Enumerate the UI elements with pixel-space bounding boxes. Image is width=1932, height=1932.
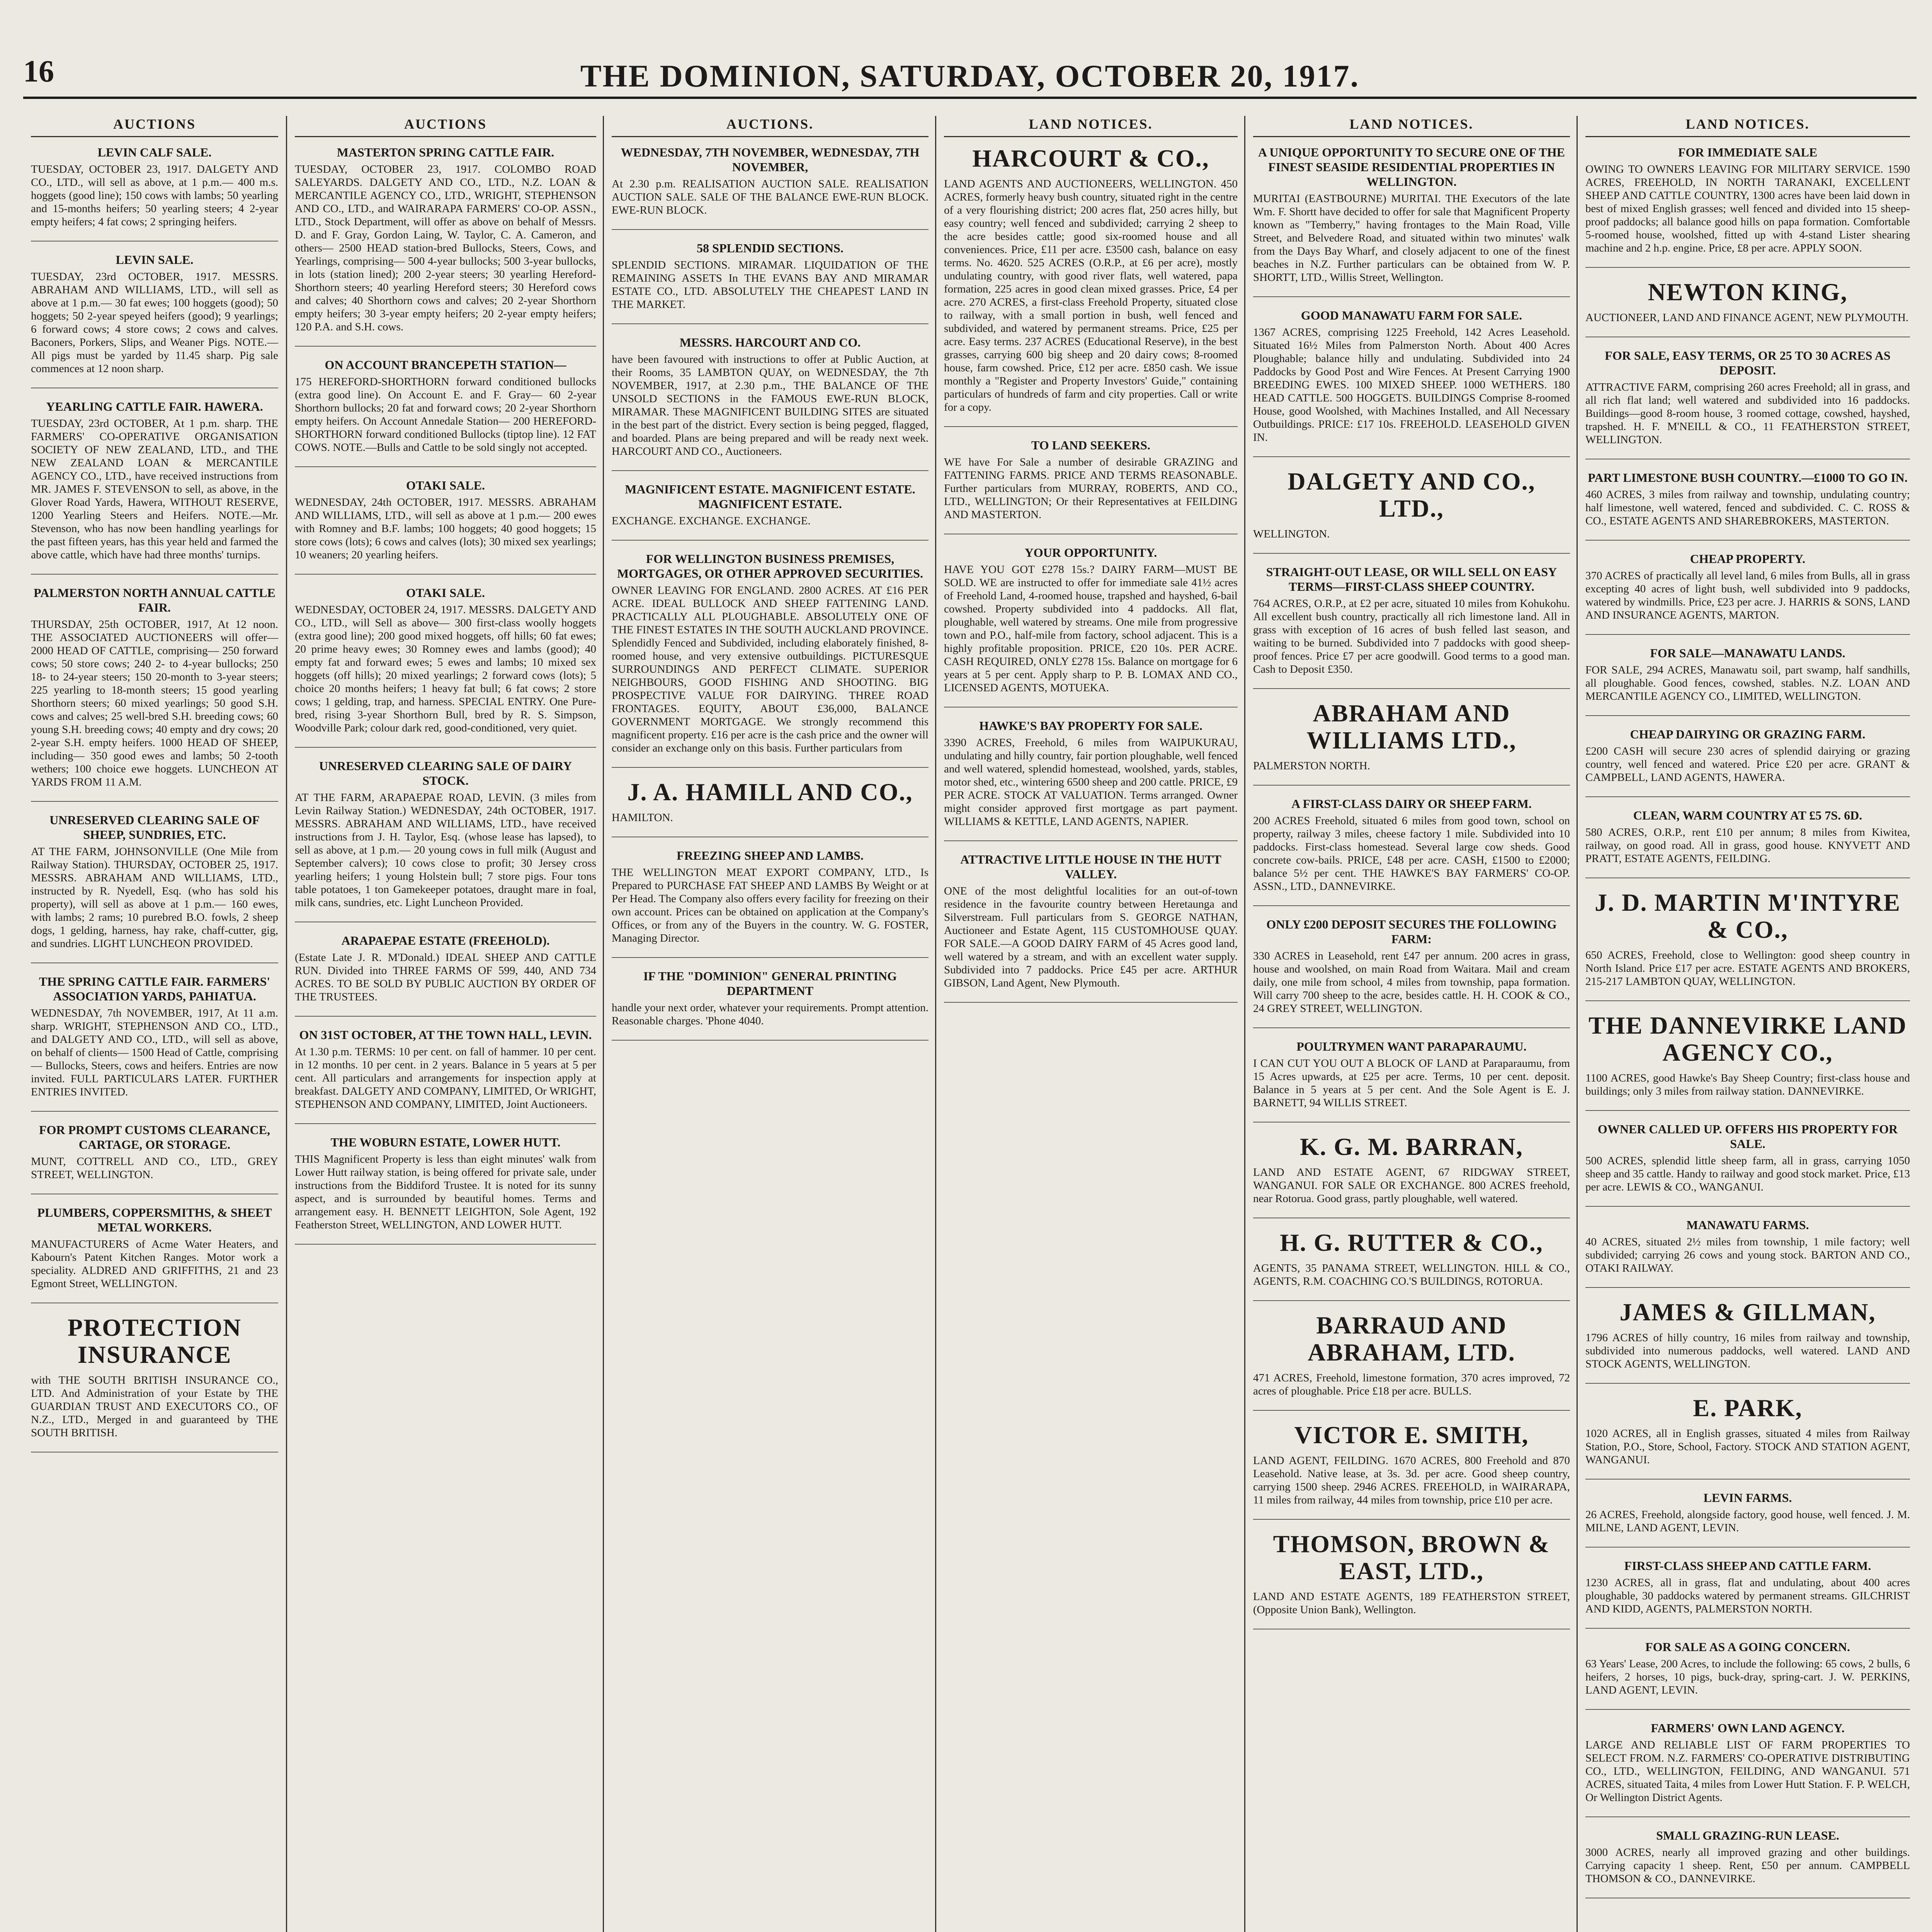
advertisement [1585, 727, 1910, 797]
advertisement [944, 718, 1238, 841]
ad-body: 40 ACRES, situated 2½ miles from township, 1 mile factory; well subdivided; carrying 26 cows and young stock. BARTON AND CO., OTAKI RAILWAY. [1585, 1236, 1910, 1274]
advertisement [295, 1135, 596, 1245]
ad-heading: HARCOURT & CO., [972, 145, 1209, 172]
ad-heading: WEDNESDAY, 7TH NOVEMBER, WEDNESDAY, 7TH NOVEMBER, [621, 145, 920, 174]
ad-heading: CLEAN, WARM COUNTRY AT £5 7S. 6D. [1633, 808, 1862, 822]
ad-body: 1020 ACRES, all in English grasses, situated 4 miles from Railway Station, P.O., Store, School, Factory. STOCK AND STATION AGENT, WANGANUI. [1585, 1427, 1910, 1466]
ad-body: I CAN CUT YOU OUT A BLOCK OF LAND at Paraparaumu, from 15 Acres upwards, at £25 per acre. Terms, 10 per cent. deposit. Balance in 5 years at 5 per cent. And the Sole Agent is E. J. BARNETT, 94 WILLIS STREET. [1253, 1057, 1570, 1109]
ad-body: £200 CASH will secure 230 acres of splendid dairying or grazing country, well fenced and watered. Price £20 per acre. GRANT & CAMPBELL, LAND AGENTS, HAWERA. [1585, 745, 1910, 784]
ad-body: LAND AGENTS AND AUCTIONEERS, WELLINGTON. 450 ACRES, formerly heavy bush country, situated right in the centre of a very flourishing district; 200 acres flat, 250 acres hilly, but easy country; well fenced and subdivided; carrying 2 sheep to the acre besides cattle; good six-roomed house and all conveniences. Price, £11 per acre. £3500 cash, balance on easy terms. No. 4620. 525 ACRES (O.R.P., at £6 per acre), mostly undulating country, with good river flats, well watered, papa formation, 225 acres in good clean mixed grasses. Price, £4 per acre. 270 ACRES, a first-class Freehold Property, situated close to railway, with a small portion in bush, well fenced and subdivided, and watered by permanent streams. Price, £25 per acre. Easy terms. 237 ACRES (Educational Reserve), in the best grasses, carrying 600 big sheep and 20 dairy cows; 8-roomed house, farm cowshed. Price, £12 per acre. £850 cash. We issue monthly a "Register and Property Investors' Guide," containing particulars of hundreds of farm and city properties. Call or write for a copy. [944, 178, 1238, 413]
ad-body: HAMILTON. [612, 811, 673, 824]
column-header: LAND NOTICES. [944, 116, 1238, 137]
ad-body: WEDNESDAY, 7th NOVEMBER, 1917, At 11 a.m. sharp. WRIGHT, STEPHENSON AND CO., LTD., and DALGETY AND CO., LTD., will sell as above, on behalf of clients— 1500 Head of Cattle, comprising— Bullocks, Steers, cows and heifers. Entries are now invited. FULL PARTICULARS LATER. FURTHER ENTRIES INVITED. [31, 1007, 278, 1098]
ad-body: WE have For Sale a number of desirable GRAZING and FATTENING FARMS. PRICE AND TERMS REASONABLE. Further particulars from MURRAY, ROBERTS, AND CO., LTD., WELLINGTON; Or their Representatives at FEILDING AND MASTERTON. [944, 456, 1238, 521]
column-6 [1577, 116, 1918, 1932]
ad-body: ONE of the most delightful localities for an out-of-town residence in the favourite country between Heretaunga and Silverstream. Full particulars from S. GEORGE NATHAN, Auctioneer and Estate Agent, 115 CUSTOMHOUSE QUAY. FOR SALE.—A GOOD DAIRY FARM of 45 Acres good land, well watered by a stream, and with an excellent water supply. Subdivided into 7 paddocks. Price £45 per acre. ARTHUR GIBSON, Land Agent, New Plymouth. [944, 885, 1238, 989]
column-header: AUCTIONS [31, 116, 278, 137]
ad-heading: FOR SALE—MANAWATU LANDS. [1650, 646, 1845, 660]
ad-body: 330 ACRES in Leasehold, rent £47 per annum. 200 acres in grass, house and woolshed, on main Road from Waitara. Mail and cream daily, one mile from school, 4 miles from township, papa formation. Will carry 700 sheep to the acre, besides cattle. H. H. COOK & CO., 24 GREY STREET, WELLINGTON. [1253, 950, 1570, 1015]
advertisement [31, 1122, 278, 1194]
ad-heading: THE DANNEVIRKE LAND AGENCY CO., [1588, 1012, 1907, 1066]
ad-body: ATTRACTIVE FARM, comprising 260 acres Freehold; all in grass, and all rich flat land; well watered and subdivided into 16 paddocks. Buildings—good 8-room house, 3 roomed cottage, cowshed, hayshed, trapshed. H. F. M'NEILL & CO., 11 FEATHERSTON STREET, WELLINGTON. [1585, 381, 1910, 446]
ad-body: MUNT, COTTRELL AND CO., LTD., GREY STREET, WELLINGTON. [31, 1155, 278, 1181]
advertisement [1585, 145, 1910, 268]
ad-heading: OTAKI SALE. [406, 478, 485, 492]
advertisement [295, 145, 596, 347]
advertisement [1585, 1012, 1910, 1111]
column-3 [603, 116, 936, 1932]
ad-heading: A UNIQUE OPPORTUNITY TO SECURE ONE OF THE FINEST SEASIDE RESIDENTIAL PROPERTIES IN WELLINGTON. [1258, 145, 1565, 189]
advertisement [1253, 1422, 1570, 1520]
advertisement [1253, 1531, 1570, 1629]
advertisement [1585, 808, 1910, 878]
ad-heading: J. A. HAMILL AND CO., [627, 778, 913, 806]
advertisement [31, 585, 278, 802]
ad-body: TUESDAY, 23rd OCTOBER, 1917. MESSRS. ABRAHAM AND WILLIAMS, LTD., will sell as above at 1 p.m.— 30 fat ewes; 100 hoggets (good); 50 hoggets; 50 2-year speyed heifers (good); 9 yearlings; 6 forward cows; 4 store cows; 2 cows and calves. Baconers, Porkers, Slips, and Weaner Pigs. NOTE.—All pigs must be yarded by 11.45 sharp. Pig sale commences at 12 noon sharp. [31, 270, 278, 375]
ad-heading: MASTERTON SPRING CATTLE FAIR. [337, 145, 554, 159]
column-2 [286, 116, 604, 1932]
ad-body: THURSDAY, 25th OCTOBER, 1917, At 12 noon. THE ASSOCIATED AUCTIONEERS will offer— 2000 HEAD OF CATTLE, comprising— 250 forward cows; 50 store cows; 240 2- to 4-year bullocks; 250 18- to 24-year steers; 150 20-month to 3-year steers; 225 yearling to 18-month steers; 15 good yearling Shorthorn steers; 60 mixed yearlings; 50 good S.H. cows and calves; 25 well-bred S.H. breeding cows; 60 young S.H. breeding cows; 40 empty and dry cows; 20 2-year S.H. empty heifers. 1000 HEAD OF SHEEP, including— 350 good ewes and lambs; 50 2-tooth wethers; 100 choice ewe hoggets. LUNCHEON AT YARDS FROM 11 A.M. [31, 618, 278, 788]
ad-body: 3390 ACRES, Freehold, 6 miles from WAIPUKURAU, undulating and hilly country, fair portion ploughable, well fenced and well watered, splendid homestead, woolshed, yards, stables, motor shed, etc., wintering 6500 sheep and 200 cattle. PRICE, £9 PER ACRE. STOCK AT VALUATION. Terms arranged. Owner might consider approved first mortgage as part payment. WILLIAMS & KETTLE, LAND AGENTS, NAPIER. [944, 736, 1238, 828]
ad-body: LARGE AND RELIABLE LIST OF FARM PROPERTIES TO SELECT FROM. N.Z. FARMERS' CO-OPERATIVE DISTRIBUTING CO., LTD., WELLINGTON, FEILDING, AND WANGANUI. 571 ACRES, situated Taita, 4 miles from Lower Hutt Station. F. P. WELCH, Or Wellington District Agents. [1585, 1739, 1910, 1804]
advertisement [1253, 796, 1570, 906]
ad-heading: ON 31ST OCTOBER, AT THE TOWN HALL, LEVIN. [299, 1028, 592, 1042]
ad-body: 500 ACRES, splendid little sheep farm, all in grass, carrying 1050 sheep and 35 cattle. Handy to railway and good stock market. Price, £13 per acre. LEWIS & CO., WANGANUI. [1585, 1155, 1910, 1193]
ad-heading: PLUMBERS, COPPERSMITHS, & SHEET METAL WORKERS. [37, 1206, 272, 1234]
advertisement [1585, 1299, 1910, 1384]
advertisement [1253, 1133, 1570, 1218]
ad-heading: DALGETY AND CO., LTD., [1287, 468, 1536, 522]
advertisement [1253, 1229, 1570, 1301]
ad-heading: MANAWATU FARMS. [1686, 1218, 1809, 1232]
advertisement [612, 241, 929, 324]
advertisement [1585, 1721, 1910, 1817]
ad-heading: UNRESERVED CLEARING SALE OF DAIRY STOCK. [319, 759, 572, 787]
advertisement [31, 252, 278, 388]
advertisement [1253, 700, 1570, 786]
ad-body: PALMERSTON NORTH. [1253, 760, 1370, 772]
ad-body: AGENTS, 35 PANAMA STREET, WELLINGTON. HILL & CO., AGENTS, R.M. COACHING CO.'S BUILDINGS, ROTORUA. [1253, 1262, 1570, 1287]
advertisement [295, 759, 596, 922]
ad-heading: BARRAUD AND ABRAHAM, LTD. [1308, 1311, 1515, 1366]
ad-body: (Estate Late J. R. M'Donald.) IDEAL SHEEP AND CATTLE RUN. Divided into THREE FARMS OF 599, 440, AND 734 ACRES. TO BE SOLD BY PUBLIC AUCTION BY ORDER OF THE TRUSTEES. [295, 951, 596, 1003]
advertisement [31, 145, 278, 242]
ad-body: TUESDAY, OCTOBER 23, 1917. COLOMBO ROAD SALEYARDS. DALGETY AND CO., LTD., N.Z. LOAN & MERCANTILE AGENCY CO., LTD., WRIGHT, STEPHENSON AND CO., LTD., and WAIRARAPA FARMERS' CO-OP. ASSN., LTD., Stock Department, will offer as above on behalf of Messrs. D. and F. Gray, Gordon Laing, W. Taylor, C. A. Cameron, and others— 2500 HEAD station-bred Bullocks, Steers, Cows, and Yearlings, comprising— 500 4-year bullocks; 500 3-year bullocks, in lots (station lined); 200 2-year steers; 30 yearling Hereford-Shorthorn steers; 40 yearling Hereford steers; 30 Hereford cows and calves; 40 Shorthorn cows and calves; 20 2-year Shorthorn empty heifers; 30 3-year empty heifers; 20 2-year empty heifers; 120 P.A. and S.H. cows. [295, 163, 596, 333]
ad-body: LAND AND ESTATE AGENT, 67 RIDGWAY STREET, WANGANUI. FOR SALE OR EXCHANGE. 800 ACRES freehold, near Rotorua. Good grass, partly ploughable, well watered. [1253, 1166, 1570, 1205]
ad-body: OWING TO OWNERS LEAVING FOR MILITARY SERVICE. 1590 ACRES, FREEHOLD, IN NORTH TARANAKI, EXCELLENT SHEEP AND CATTLE COUNTRY, 1300 acres have been laid down in best of mixed English grasses; well fenced and divided into 15 sheep-proof paddocks; all balance good hills on papa formation. Comfortable 5-roomed house, woolshed, fitted up with 4-stand Lister shearing machine and 2 h.p. engine. Price, £8 per acre. APPLY SOON. [1585, 163, 1910, 254]
ad-heading: THE SPRING CATTLE FAIR. FARMERS' ASSOCIATION YARDS, PAHIATUA. [39, 975, 270, 1003]
ad-body: OWNER LEAVING FOR ENGLAND. 2800 ACRES. AT £16 PER ACRE. IDEAL BULLOCK AND SHEEP FATTENING LAND. PRACTICALLY ALL PLOUGHABLE. ABSOLUTELY ONE OF THE FINEST ESTATES IN THE SOUTH AUCKLAND PROVINCE. Splendidly Fenced and Subdivided, including elaborately finished, 8-roomed house, and very extensive outbuildings. PICTURESQUE SURROUNDINGS AND PERFECT CLIMATE. SUPERIOR NEIGHBOURS, GOOD FISHING AND SHOOTING. BIG PROSPECTIVE VALUE FOR DAIRYING. THREE ROAD FRONTAGES. EQUITY, ABOUT £36,000, BALANCE GOVERNMENT MORTGAGE. We strongly recommend this magnificent property. £16 per acre is the cash price and the owner will consider an exchange only on this basis. Further particulars from [612, 584, 929, 754]
ad-heading: 58 SPLENDID SECTIONS. [697, 241, 844, 255]
advertisement [1253, 308, 1570, 457]
ad-heading: FOR SALE, EASY TERMS, OR 25 TO 30 ACRES AS DEPOSIT. [1605, 349, 1891, 377]
ad-heading: K. G. M. BARRAN, [1300, 1133, 1523, 1160]
advertisement [612, 969, 929, 1041]
ad-heading: POULTRYMEN WANT PARAPARAUMU. [1296, 1039, 1527, 1053]
masthead [23, 50, 1917, 93]
ad-body: TUESDAY, 23rd OCTOBER, At 1 p.m. sharp. THE FARMERS' CO-OPERATIVE ORGANISATION SOCIETY OF NEW ZEALAND, LTD., and THE NEW ZEALAND LOAN & MERCANTILE AGENCY CO., LTD., have received instructions from MR. JAMES F. STEVENSON to sell, as above, in the Glover Road Yards, Hawera, WITHOUT RESERVE, 1200 Yearling Steers and Heifers. NOTE.—Mr. Stevenson, who has now been handling yearlings for the past fifteen years, has this year held and farmed the above cattle, which have had three months' turnips. [31, 417, 278, 561]
ad-heading: A FIRST-CLASS DAIRY OR SHEEP FARM. [1291, 797, 1532, 811]
ad-body: At 2.30 p.m. REALISATION AUCTION SALE. REALISATION AUCTION SALE. SALE OF THE BALANCE EWE-RUN BLOCK. EWE-RUN BLOCK. [612, 178, 929, 216]
ad-heading: VICTOR E. SMITH, [1294, 1421, 1529, 1449]
advertisement [612, 848, 929, 958]
advertisement [1253, 1039, 1570, 1122]
ad-heading: E. PARK, [1693, 1394, 1803, 1422]
ad-heading: UNRESERVED CLEARING SALE OF SHEEP, SUNDRIES, ETC. [49, 813, 260, 842]
ad-body: 3000 ACRES, nearly all improved grazing and other buildings. Carrying capacity 1 sheep. Rent, £50 per annum. CAMPBELL THOMSON & CO., DANNEVIRKE. [1585, 1846, 1910, 1885]
ad-heading: STRAIGHT-OUT LEASE, OR WILL SELL ON EASY TERMS—FIRST-CLASS SHEEP COUNTRY. [1266, 565, 1557, 594]
advertisement [1253, 468, 1570, 554]
ad-heading: OTAKI SALE. [406, 586, 485, 600]
ad-heading: ABRAHAM AND WILLIAMS LTD., [1306, 699, 1517, 754]
advertisement [1253, 145, 1570, 297]
columns-container [23, 116, 1917, 1932]
advertisement [612, 145, 929, 230]
ad-heading: TO LAND SEEKERS. [1031, 438, 1150, 452]
ad-heading: PART LIMESTONE BUSH COUNTRY.—£1000 TO GO IN. [1588, 471, 1908, 485]
ad-body: WEDNESDAY, 24th OCTOBER, 1917. MESSRS. ABRAHAM AND WILLIAMS, LTD., will sell as above at 1 p.m.— 200 ewes with Romney and B.F. lambs; 100 hoggets; 40 good hoggets; 15 store cows (lots); 6 cows and calves (lots); 30 mixed sex yearlings; 10 weaners; 20 yearling heifers. [295, 496, 596, 561]
ad-heading: IF THE "DOMINION" GENERAL PRINTING DEPARTMENT [643, 969, 897, 998]
ad-body: 175 HEREFORD-SHORTHORN forward conditioned bullocks (extra good line). On Account E. and F. Gray— 60 2-year Shorthorn bullocks; 20 fat and forward cows; 20 2-year Shorthorn empty heifers. On Account Annedale Station— 200 HEREFORD-SHORTHORN forward conditioned Bullocks (tiptop line). 12 FAT COWS. NOTE.—Bulls and Cattle to be sold singly not accepted. [295, 376, 596, 454]
page-number: 16 [23, 54, 54, 88]
advertisement [1585, 1395, 1910, 1480]
ad-body: AT THE FARM, JOHNSONVILLE (One Mile from Railway Station). THURSDAY, OCTOBER 25, 1917. MESSRS. ABRAHAM AND WILLIAMS, LTD., instructed by R. Nyedell, Esq. (who has sold his property), will sell as above at 1 p.m.— 160 ewes, with lambs; 2 rams; 10 purebred B.O. fowls, 2 sheep dogs, 1 gelding, harness, hay rake, chaff-cutter, gig, and sundries. LIGHT LUNCHEON PROVIDED. [31, 845, 278, 950]
ad-heading: THE WOBURN ESTATE, LOWER HUTT. [330, 1135, 561, 1149]
advertisement [944, 852, 1238, 1003]
ad-heading: PALMERSTON NORTH ANNUAL CATTLE FAIR. [34, 586, 276, 614]
column-header: AUCTIONS. [612, 116, 929, 137]
ad-heading: MESSRS. HARCOURT AND CO. [679, 335, 861, 349]
advertisement [295, 585, 596, 748]
ad-body: SPLENDID SECTIONS. MIRAMAR. LIQUIDATION OF THE REMAINING ASSETS In THE EVANS BAY AND MIRAMAR ESTATE CO., LTD. ABSOLUTELY THE CHEAPEST LAND IN THE MARKET. [612, 259, 929, 311]
ad-body: 63 Years' Lease, 200 Acres, to include the following: 65 cows, 2 bulls, 6 heifers, 2 horses, 10 pigs, buck-dray, spring-cart. J. W. PERKINS, LAND AGENT, LEVIN. [1585, 1658, 1910, 1696]
ad-body: 200 ACRES Freehold, situated 6 miles from good town, school on property, railway 3 miles, cheese factory 1 mile. Subdivided into 10 paddocks. First-class homestead. Several large cow sheds. Good concrete cow-bails. PRICE, £48 per acre. CASH, £1500 to £2000; balance 5½ per cent. THE HAWKE'S BAY FARMERS' CO-OP. ASSN., LTD., DANNEVIRKE. [1253, 815, 1570, 893]
ad-body: EXCHANGE. EXCHANGE. EXCHANGE. [612, 515, 811, 527]
advertisement [1585, 551, 1910, 635]
ad-body: THE WELLINGTON MEAT EXPORT COMPANY, LTD., Is Prepared to PURCHASE FAT SHEEP AND LAMBS By Weight or at Per Head. The Company also offers every facility for freezing on their own account. Prices can be obtained on application at the Company's Offices, or from any of the Buyers in the country. W. G. FOSTER, Managing Director. [612, 866, 929, 944]
ad-body: 1100 ACRES, good Hawke's Bay Sheep Country; first-class house and buildings; only 3 miles from railway station. DANNEVIRKE. [1585, 1072, 1910, 1097]
advertisement [1585, 1490, 1910, 1548]
ad-body: 650 ACRES, Freehold, close to Wellington: good sheep country in North Island. Price £17 per acre. ESTATE AGENTS AND BROKERS, 215-217 LAMBTON QUAY, WELLINGTON. [1585, 949, 1910, 988]
advertisement [295, 357, 596, 467]
ad-heading: CHEAP PROPERTY. [1690, 552, 1806, 566]
advertisement [1253, 917, 1570, 1028]
ad-body: have been favoured with instructions to offer at Public Auction, at their Rooms, 35 LAMBTON QUAY, on WEDNESDAY, the 7th NOVEMBER, 1917, at 2.30 p.m., THE BALANCE OF THE UNSOLD SECTIONS in the FAMOUS EWE-RUN BLOCK, MIRAMAR. These MAGNIFICENT BUILDING SITES are situated in the best part of the district. Every section is being pegged, flagged, and boarded. Plans are being prepared and will be ready next week. HARCOURT AND CO., Auctioneers. [612, 353, 929, 457]
ad-body: WELLINGTON. [1253, 528, 1330, 540]
ad-heading: OWNER CALLED UP. OFFERS HIS PROPERTY FOR SALE. [1597, 1122, 1898, 1151]
advertisement [1585, 1122, 1910, 1207]
ad-body: At 1.30 p.m. TERMS: 10 per cent. on fall of hammer. 10 per cent. in 12 months. 10 per cent. in 2 years. Balance in 5 years at 5 per cent. All particulars and arrangements for inspection apply at breakfast. DALGETY AND COMPANY, LIMITED, Or WRIGHT, STEPHENSON AND COMPANY, LIMITED, Joint Auctioneers. [295, 1046, 596, 1111]
ad-body: MURITAI (EASTBOURNE) MURITAI. THE Executors of the late Wm. F. Shortt have decided to offer for sale that Magnificent Property known as "Temberry," having frontages to the Main Road, Ville Street, and Belvedere Road, and situated within two minutes' walk from the Days Bay Wharf, and closely adjacent to one of the finest beaches in N.Z. Further particulars can be obtained from W. P. SHORTT, LTD., Willis Street, Wellington. [1253, 192, 1570, 284]
ad-body: 370 ACRES of practically all level land, 6 miles from Bulls, all in grass excepting 40 acres of light bush, well subdivided into 9 paddocks, watered by windmills. Price, £23 per acre. J. HARRIS & SONS, LAND AND INSURANCE AGENTS, MARTON. [1585, 570, 1910, 621]
ad-body: 26 ACRES, Freehold, alongside factory, good house, well fenced. J. M. MILNE, LAND AGENT, LEVIN. [1585, 1509, 1910, 1534]
advertisement [1585, 646, 1910, 716]
ad-heading: FOR SALE AS A GOING CONCERN. [1645, 1640, 1850, 1654]
ad-body: 580 ACRES, O.R.P., rent £10 per annum; 8 miles from Kiwitea, railway, on good road. All in grass, good house. KNYVETT AND PRATT, ESTATE AGENTS, FEILDING. [1585, 826, 1910, 865]
ad-body: 1796 ACRES of hilly country, 16 miles from railway and township, subdivided into numerous paddocks, well watered. LAND AND STOCK AGENTS, WELLINGTON. [1585, 1332, 1910, 1370]
ad-body: handle your next order, whatever your requirements. Prompt attention. Reasonable charges. 'Phone 4040. [612, 1002, 929, 1027]
advertisement [295, 1027, 596, 1124]
ad-heading: SMALL GRAZING-RUN LEASE. [1656, 1828, 1839, 1842]
ad-heading: LEVIN CALF SALE. [97, 145, 212, 159]
ad-body: WEDNESDAY, OCTOBER 24, 1917. MESSRS. DALGETY AND CO., LTD., will Sell as above— 300 first-class woolly hoggets (extra good line); 200 good mixed hoggets, off hills; 60 fat ewes; 20 prime heavy ewes; 30 Romney ewes and lambs (good); 40 empty fat and forward ewes; 5 ewes and lambs; 10 mixed sex hoggets (off hills); 20 mixed yearlings; 2 forward cows (lots); 5 choice 20 months heifers; 1 heavy fat bull; 6 fat cows; 2 store cows; 1 gelding, trap, and harness. SPECIAL ENTRY. One Pure-bred, rising 3-year Shorthorn Bull, bred by R. S. Simpson, Woodville Park; colour dark red, good-conditioned, very quiet. [295, 604, 596, 734]
advertisement [1585, 279, 1910, 337]
top-rule [23, 97, 1917, 99]
ad-body: LAND AND ESTATE AGENTS, 189 FEATHERSTON STREET, (Opposite Union Bank), Wellington. [1253, 1590, 1570, 1616]
ad-heading: H. G. RUTTER & CO., [1280, 1229, 1543, 1256]
ad-body: 1230 ACRES, all in grass, flat and undulating, about 400 acres ploughable, 30 paddocks watered by permanent streams. GILCHRIST AND KIDD, AGENTS, PALMERSTON NORTH. [1585, 1577, 1910, 1615]
advertisement [1585, 470, 1910, 541]
advertisement [1585, 1558, 1910, 1629]
ad-heading: ONLY £200 DEPOSIT SECURES THE FOLLOWING FARM: [1266, 917, 1557, 946]
ad-heading: JAMES & GILLMAN, [1619, 1298, 1876, 1326]
ad-heading: FOR PROMPT CUSTOMS CLEARANCE, CARTAGE, OR STORAGE. [39, 1123, 270, 1151]
ad-body: HAVE YOU GOT £278 15s.? DAIRY FARM—MUST BE SOLD. WE are instructed to offer for immediate sale 41½ acres of Freehold Land, 4-roomed house, trapshed and hayshed, 6-bail cowshed. Property subdivided into 4 paddocks. All flat, ploughable, well watered by streams. One mile from progressive town and P.O., half-mile from factory, school adjacent. This is a highly profitable proposition. PRICE, £20 10s. PER ACRE. CASH REQUIRED, ONLY £278 15s. Balance on mortgage for 6 years at 5 per cent. Apply sharp to P. B. LOMAX AND CO., LICENSED AGENTS, MOTUEKA. [944, 563, 1238, 694]
advertisement [1253, 1312, 1570, 1411]
column-header: AUCTIONS [295, 116, 596, 137]
ad-body: with THE SOUTH BRITISH INSURANCE CO., LTD. And Administration of your Estate by THE GUARDIAN TRUST AND EXECUTORS CO., OF N.Z., LTD., Merged in and guaranteed by THE SOUTH BRITISH. [31, 1374, 278, 1439]
ad-heading: YOUR OPPORTUNITY. [1024, 546, 1157, 560]
ad-heading: J. D. MARTIN M'INTYRE & CO., [1595, 889, 1901, 943]
ad-body: AT THE FARM, ARAPAEPAE ROAD, LEVIN. (3 miles from Levin Railway Station.) WEDNESDAY, 24th OCTOBER, 1917. MESSRS. ABRAHAM AND WILLIAMS, LTD., have received instructions from J. H. Taylor, Esq. (whose lease has lapsed), to sell as above, at 1 p.m.— 20 young cows in full milk (August and September calvers); 10 cows close to profit; 30 Jersey cross yearling heifers; 1 young Holstein bull; 7 store pigs. Four tons table potatoes, 1 ton Gamekeeper potatoes, draught mare in foal, milk cans, sundries, etc. Light Luncheon Provided. [295, 791, 596, 909]
ad-body: AUCTIONEER, LAND AND FINANCE AGENT, NEW PLYMOUTH. [1585, 311, 1909, 324]
ad-heading: FREEZING SHEEP AND LAMBS. [677, 849, 864, 862]
column-4 [935, 116, 1245, 1932]
ad-body: 471 ACRES, Freehold, limestone formation, 370 acres improved, 72 acres of ploughable. Price £18 per acre. BULLS. [1253, 1372, 1570, 1397]
ad-body: LAND AGENT, FEILDING. 1670 ACRES, 800 Freehold and 870 Leasehold. Native lease, at 3s. 3d. per acre. Good sheep country, carrying 1500 sheep. 2946 ACRES. FREEHOLD, in WAIRARAPA, 11 miles from railway, 44 miles from township, price £10 per acre. [1253, 1454, 1570, 1506]
column-header: LAND NOTICES. [1253, 116, 1570, 137]
ad-heading: LEVIN SALE. [116, 253, 194, 267]
advertisement [31, 399, 278, 575]
ad-body: 764 ACRES, O.R.P., at £2 per acre, situated 10 miles from Kohukohu. All excellent bush country, practically all rich limestone land. All in grass with exception of 16 acres of bush felled last season, and waiting to be burned. Subdivided into 7 paddocks with good sheep-proof fences. Price £7 per acre goodwill. Good terms to a good man. Cash to Deposit £350. [1253, 597, 1570, 675]
advertisement [31, 974, 278, 1112]
ad-body: 460 ACRES, 3 miles from railway and township, undulating country; half limestone, well watered, fenced and subdivided. C. C. ROSS & CO., ESTATE AGENTS AND SHAREBROKERS, MASTERTON. [1585, 488, 1910, 527]
advertisement [1253, 565, 1570, 689]
advertisement [1585, 1828, 1910, 1898]
ad-heading: PROTECTION INSURANCE [67, 1314, 242, 1368]
column-header: LAND NOTICES. [1585, 116, 1910, 137]
advertisement [31, 1314, 278, 1452]
column-1 [23, 116, 286, 1932]
ad-heading: CHEAP DAIRYING OR GRAZING FARM. [1630, 727, 1866, 741]
advertisement [295, 933, 596, 1017]
ad-heading: ON ACCOUNT BRANCEPETH STATION— [325, 358, 566, 372]
advertisement [1585, 348, 1910, 459]
advertisement [295, 478, 596, 575]
advertisement [944, 545, 1238, 707]
advertisement [944, 145, 1238, 427]
advertisement [1585, 889, 1910, 1001]
ad-heading: FIRST-CLASS SHEEP AND CATTLE FARM. [1624, 1559, 1871, 1573]
advertisement [612, 551, 929, 768]
ad-body: THIS Magnificent Property is less than eight minutes' walk from Lower Hutt railway station, is being offered for private sale, under instructions from the Biddiford Trustee. It is noted for its sunny aspect, and is surrounded by beautiful homes. Terms and arrangement easy. H. BENNETT LEIGHTON, Sole Agent, 192 Featherston Street, WELLINGTON, AND LOWER HUTT. [295, 1153, 596, 1231]
ad-heading: FOR WELLINGTON BUSINESS PREMISES, MORTGAGES, OR OTHER APPROVED SECURITIES. [617, 552, 923, 580]
ad-heading: ARAPAEPAE ESTATE (FREEHOLD). [341, 934, 550, 947]
ad-heading: MAGNIFICENT ESTATE. MAGNIFICENT ESTATE. MAGNIFICENT ESTATE. [625, 482, 915, 511]
ad-heading: GOOD MANAWATU FARM FOR SALE. [1301, 308, 1522, 322]
newspaper-title: THE DOMINION, SATURDAY, OCTOBER 20, 1917. [580, 58, 1360, 94]
advertisement [944, 438, 1238, 534]
ad-heading: NEWTON KING, [1648, 278, 1848, 306]
advertisement [1585, 1639, 1910, 1710]
ad-heading: LEVIN FARMS. [1703, 1491, 1792, 1505]
ad-heading: FOR IMMEDIATE SALE [1678, 145, 1818, 159]
ad-heading: HAWKE'S BAY PROPERTY FOR SALE. [979, 719, 1202, 733]
ad-body: MANUFACTURERS of Acme Water Heaters, and Kabourn's Patent Kitchen Ranges. Motor work a speciality. ALDRED AND GRIFFITHS, 21 and 23 Egmont Street, WELLINGTON. [31, 1238, 278, 1290]
column-5 [1244, 116, 1578, 1932]
advertisement [612, 779, 929, 837]
advertisement [31, 1205, 278, 1303]
advertisement [612, 335, 929, 471]
ad-heading: FARMERS' OWN LAND AGENCY. [1651, 1721, 1845, 1735]
ad-heading: THOMSON, BROWN & EAST, LTD., [1273, 1530, 1550, 1585]
ad-heading: YEARLING CATTLE FAIR. HAWERA. [46, 400, 263, 413]
ad-heading: ATTRACTIVE LITTLE HOUSE IN THE HUTT VALLEY. [960, 852, 1221, 881]
ad-body: FOR SALE, 294 ACRES, Manawatu soil, part swamp, half sandhills, all ploughable. Good fences, cowshed, stables. N.Z. LOAN AND MERCANTILE AGENCY CO., LIMITED, WELLINGTON. [1585, 664, 1910, 702]
advertisement [31, 813, 278, 963]
ad-body: TUESDAY, OCTOBER 23, 1917. DALGETY AND CO., LTD., will sell as above, at 1 p.m.— 400 m.s. hoggets (good line); 150 cows with lambs; 50 yearling and 15-months heifers; 50 yearling steers; 4 2-year empty heifers; 4 fat cows; 2 springing heifers. [31, 163, 278, 228]
ad-body: 1367 ACRES, comprising 1225 Freehold, 142 Acres Leasehold. Situated 16½ Miles from Palmerston North. About 400 Acres Ploughable; balance hilly and undulating. Subdivided into 24 Paddocks by Good Post and Wire Fences. At Present Carrying 1900 BREEDING EWES. 100 MIXED SHEEP. 1000 WETHERS. 180 HEAD CATTLE. 500 HOGGETS. BUILDINGS Comprise 8-roomed House, good Woolshed, with Machines Installed, and All Necessary Outbuildings. PRICE: £17 10s. FREEHOLD. LEASEHOLD GIVEN IN. [1253, 326, 1570, 444]
advertisement [1585, 1218, 1910, 1288]
advertisement [612, 482, 929, 541]
